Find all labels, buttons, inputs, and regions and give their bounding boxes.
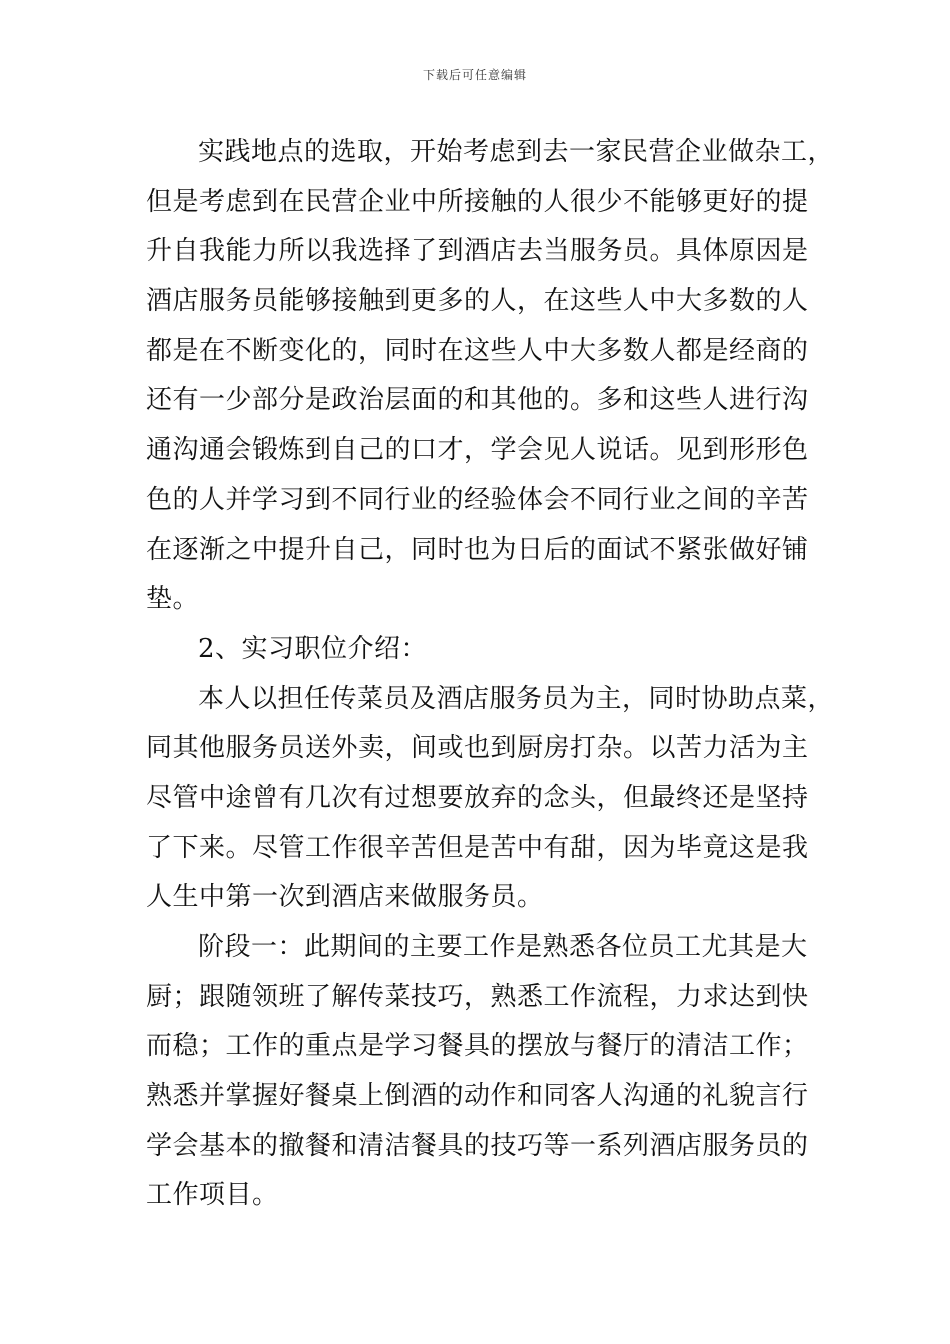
text-line: 而稳；工作的重点是学习餐具的摆放与餐厅的清洁工作； [146,1031,809,1062]
text-line: 人生中第一次到酒店来做服务员。 [146,882,544,913]
text-line: 阶段一：此期间的主要工作是熟悉各位员工尤其是大 [198,932,808,962]
text-line: 色的人并学习到不同行业的经验体会不同行业之间的辛苦 [146,484,809,515]
text-line: 实践地点的选取，开始考虑到去一家民营企业做杂工， [198,137,835,167]
text-line: 尽管中途曾有几次有过想要放弃的念头，但最终还是坚持 [146,782,809,813]
text-line: 学会基本的撤餐和清洁餐具的技巧等一系列酒店服务员的 [146,1130,809,1161]
text-line: 了下来。尽管工作很辛苦但是苦中有甜，因为毕竟这是我 [146,832,809,863]
text-line: 厨；跟随领班了解传菜技巧，熟悉工作流程，力求达到快 [146,981,809,1012]
text-line: 本人以担任传菜员及酒店服务员为主，同时协助点菜， [198,683,835,714]
text-line: 同其他服务员送外卖，间或也到厨房打杂。以苦力活为主 [146,733,809,764]
text-line: 酒店服务员能够接触到更多的人，在这些人中大多数的人 [146,286,809,317]
body-text [146,128,835,1221]
text-line: 通沟通会锻炼到自己的口才，学会见人说话。见到形形色 [146,435,809,466]
page-header: 下载后可任意编辑 [422,68,527,82]
text-line: 升自我能力所以我选择了到酒店去当服务员。具体原因是 [146,236,809,267]
text-line: 工作项目。 [146,1180,279,1211]
text-line: 垫。 [146,584,200,615]
text-line: 还有一少部分是政治层面的和其他的。多和这些人进行沟 [146,385,809,416]
text-line: 在逐渐之中提升自己，同时也为日后的面试不紧张做好铺 [146,534,809,565]
text-line: 但是考虑到在民营企业中所接触的人很少不能够更好的提 [146,186,809,217]
section-heading: 2、实习职位介绍： [198,633,428,664]
text-line: 熟悉并掌握好餐桌上倒酒的动作和同客人沟通的礼貌言行 [146,1081,809,1112]
text-line: 都是在不断变化的，同时在这些人中大多数人都是经商的 [146,335,809,366]
